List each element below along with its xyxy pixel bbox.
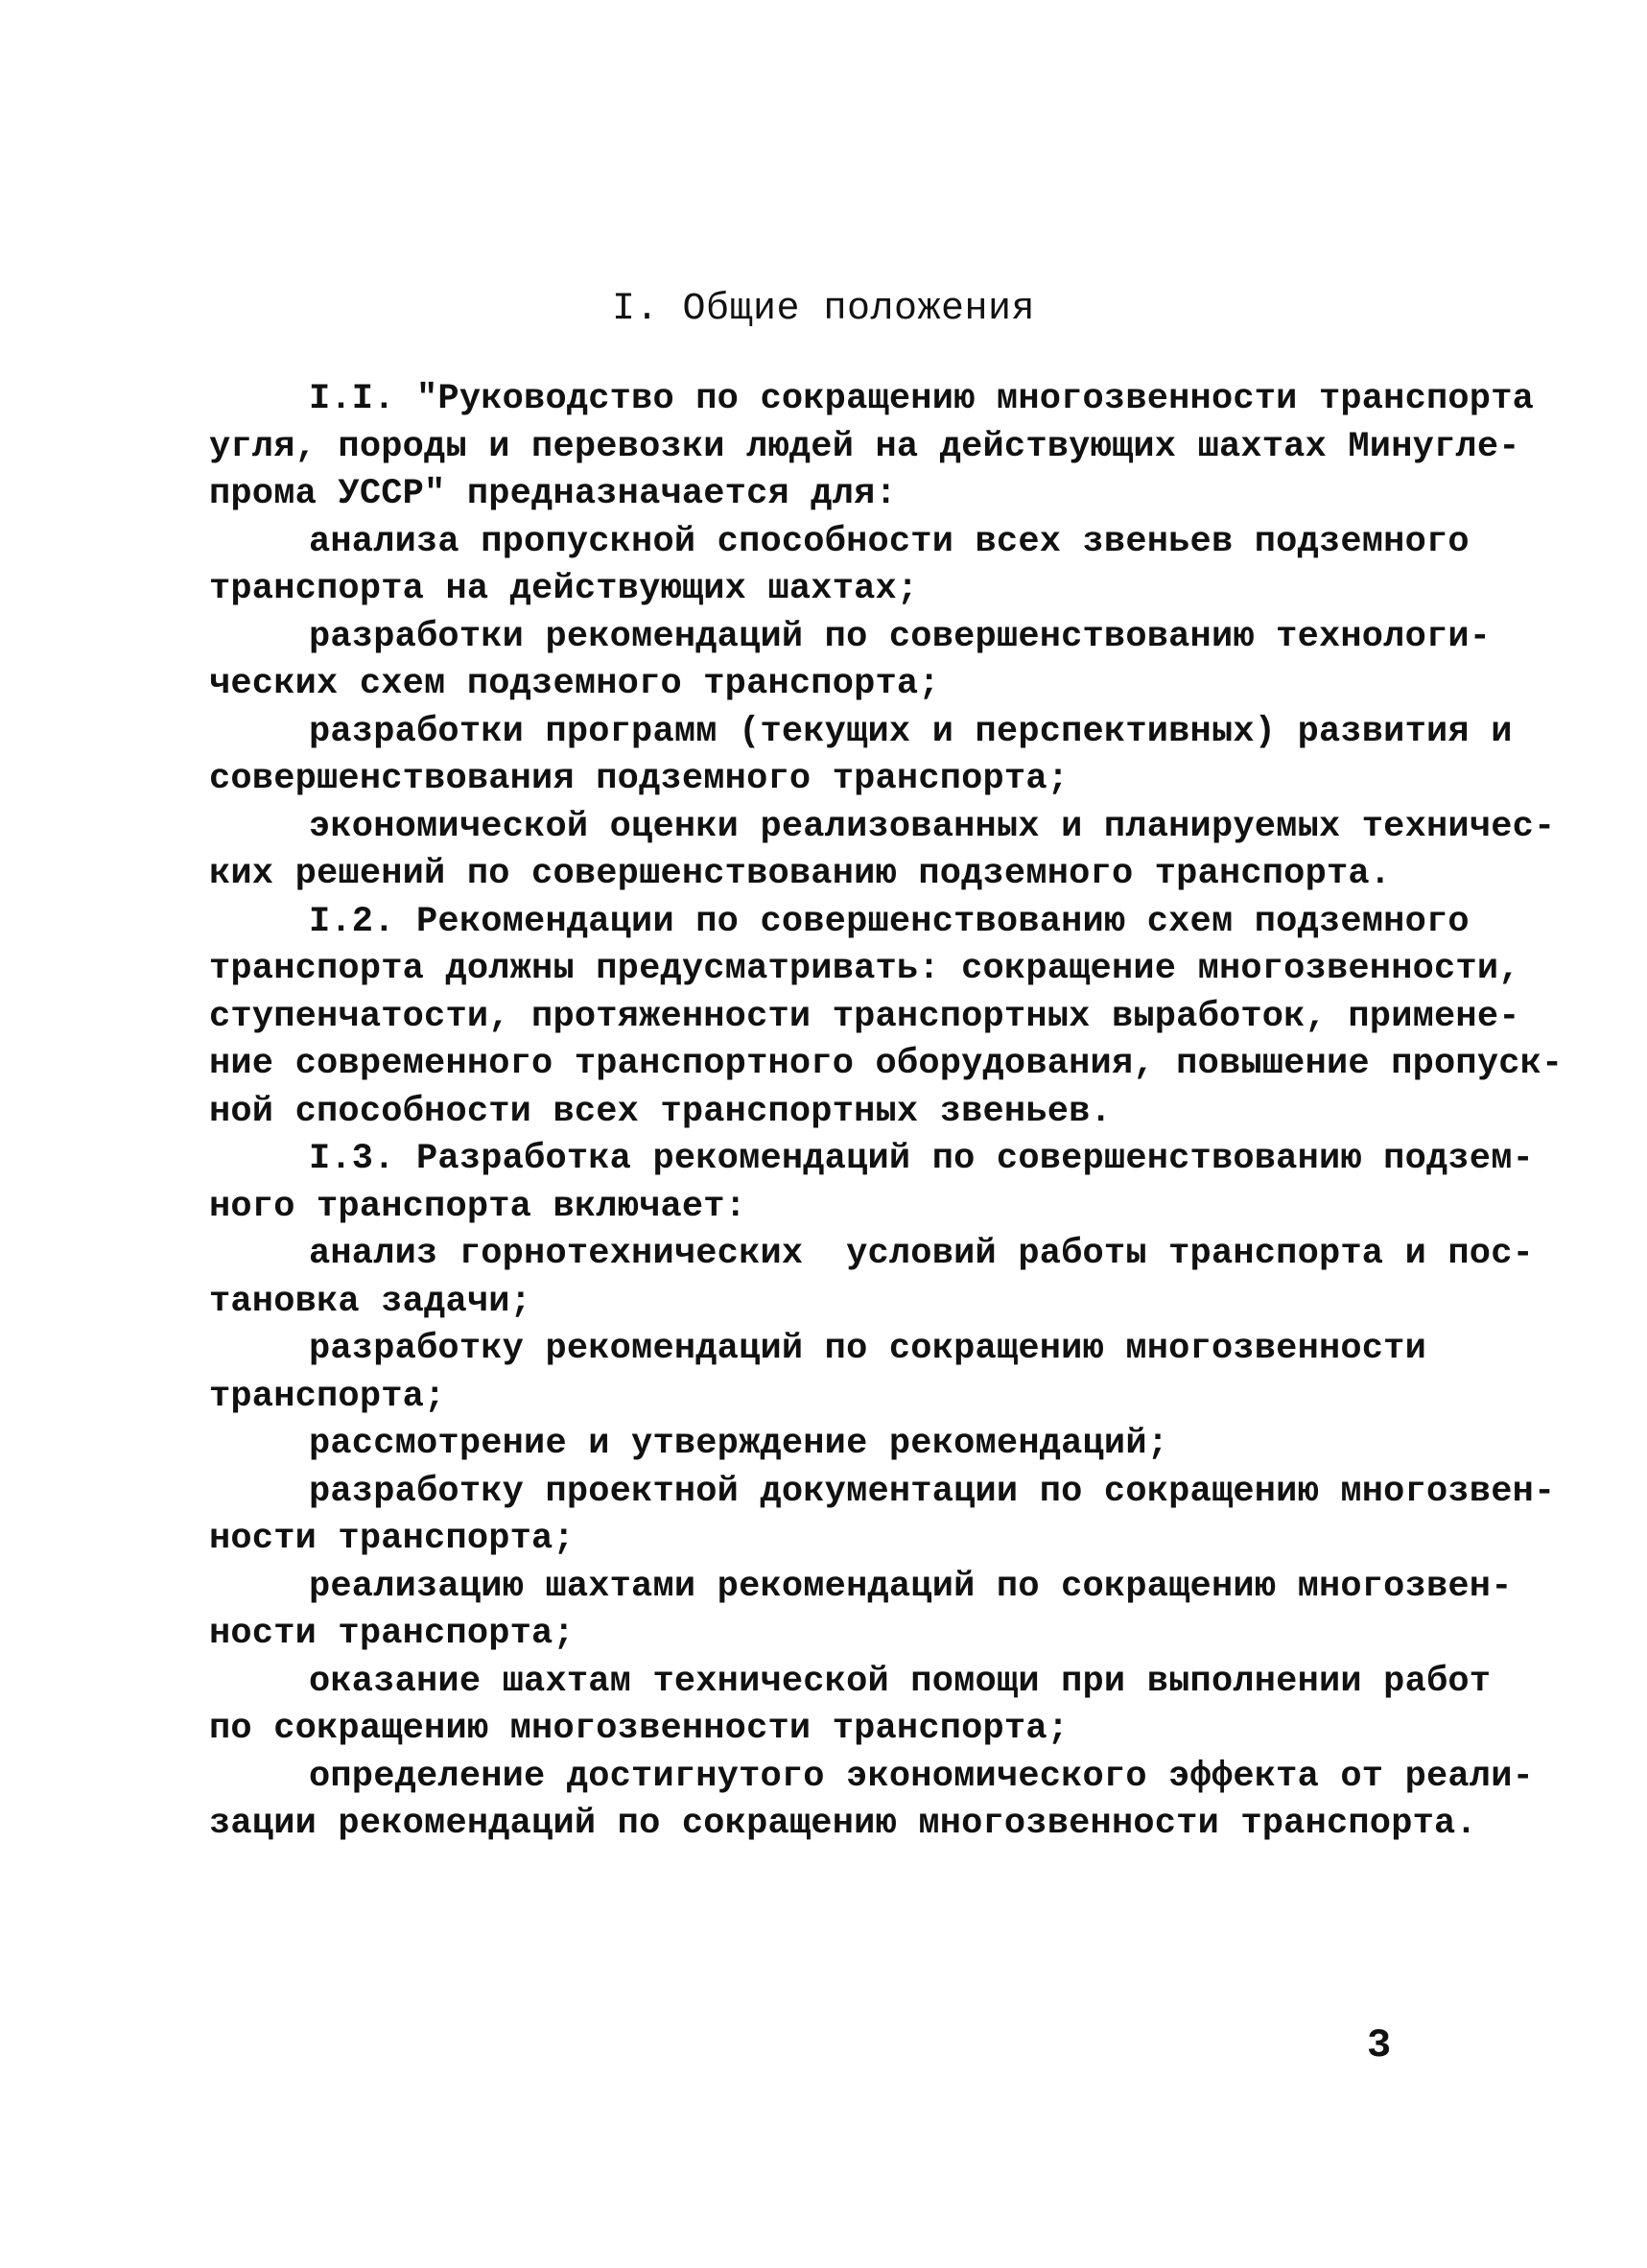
text-line: ступенчатости, протяженности транспортных выработок, примене- bbox=[209, 996, 1520, 1037]
text-line: транспорта; bbox=[209, 1376, 446, 1417]
text-line: ной способности всех транспортных звеньев. bbox=[209, 1091, 1112, 1132]
body-text bbox=[209, 376, 1564, 1849]
text-line: экономической оценки реализованных и планируемых техничес- bbox=[309, 806, 1556, 847]
text-line: ческих схем подземного транспорта; bbox=[209, 664, 940, 704]
text-line: I.3. Разработка рекомендаций по совершенствованию подзем- bbox=[309, 1139, 1535, 1179]
text-line: ного транспорта включает: bbox=[209, 1186, 747, 1227]
text-line: I.I. "Руководство по сокращению многозвенности транспорта bbox=[309, 379, 1535, 419]
page-number: 3 bbox=[1367, 2022, 1392, 2068]
text-line: ких решений по совершенствованию подземного транспорта. bbox=[209, 854, 1392, 894]
text-line: по сокращению многозвенности транспорта; bbox=[209, 1709, 1070, 1749]
text-line: анализ горнотехнических условий работы транспорта и пос- bbox=[309, 1234, 1535, 1274]
text-line: I.2. Рекомендации по совершенствованию схем подземного bbox=[309, 901, 1470, 942]
text-line: разработки программ (текущих и перспективных) развития и bbox=[309, 711, 1513, 752]
text-line: транспорта должны предусматривать: сокращение многозвенности, bbox=[209, 949, 1520, 989]
text-line: определение достигнутого экономического эффекта от реали- bbox=[309, 1756, 1535, 1797]
text-line: тановка задачи; bbox=[209, 1281, 532, 1322]
text-line: оказание шахтам технической помощи при выполнении работ bbox=[309, 1661, 1492, 1702]
text-line: прома УССР" предназначается для: bbox=[209, 474, 897, 514]
text-line: анализа пропускной способности всех звеньев подземного bbox=[309, 521, 1470, 562]
text-line: угля, породы и перевозки людей на действующих шахтах Минугле- bbox=[209, 426, 1520, 467]
text-line: транспорта на действующих шахтах; bbox=[209, 569, 919, 609]
text-line: ности транспорта; bbox=[209, 1614, 575, 1654]
text-line: ности транспорта; bbox=[209, 1519, 575, 1559]
text-line: реализацию шахтами рекомендаций по сокращению многозвен- bbox=[309, 1566, 1513, 1607]
text-line: рассмотрение и утверждение рекомендаций; bbox=[309, 1424, 1169, 1464]
text-line: зации рекомендаций по сокращению многозвенности транспорта. bbox=[209, 1804, 1477, 1844]
text-line: ние современного транспортного оборудования, повышение пропуск- bbox=[209, 1044, 1564, 1084]
section-heading: I. Общие положения bbox=[611, 288, 1036, 331]
text-line: совершенствования подземного транспорта; bbox=[209, 759, 1070, 799]
text-line: разработки рекомендаций по совершенствованию технологи- bbox=[309, 616, 1492, 657]
text-line: разработку проектной документации по сокращению многозвен- bbox=[309, 1471, 1556, 1512]
text-line: разработку рекомендаций по сокращению многозвенности bbox=[309, 1329, 1426, 1369]
